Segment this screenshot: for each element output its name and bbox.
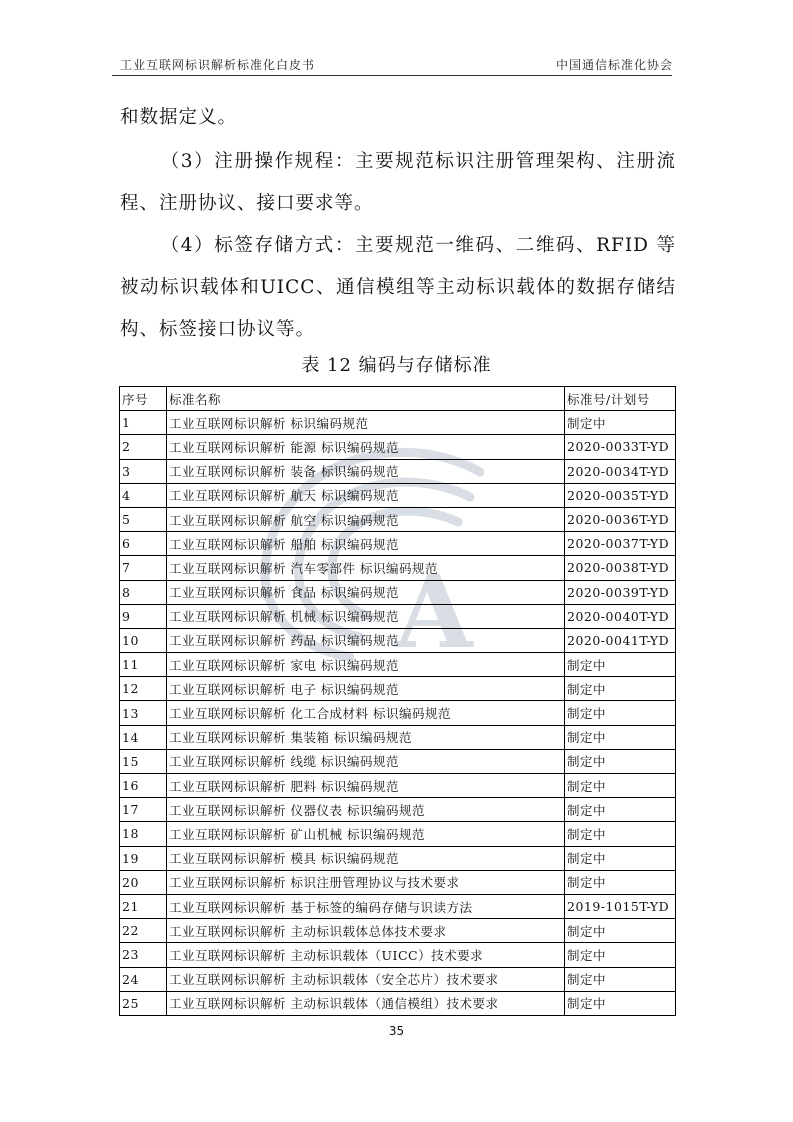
row-index: 14: [120, 725, 167, 749]
table-row: [120, 628, 676, 652]
row-index: 5: [120, 507, 167, 531]
row-index: 22: [120, 919, 167, 943]
standard-name: 工业互联网标识解析 仪器仪表 标识编码规范: [167, 798, 565, 822]
table-row: [120, 653, 676, 677]
standard-code: 制定中: [565, 967, 676, 991]
standard-code: 制定中: [565, 870, 676, 894]
table-row: [120, 919, 676, 943]
paragraph-tag-storage: （4）标签存储方式：主要规范一维码、二维码、RFID 等被动标识载体和UICC、通信模组等主动标识载体的数据存储结构、标签接口协议等。: [120, 235, 676, 340]
col-header-index: 序号: [120, 387, 167, 411]
table-row: [120, 798, 676, 822]
standard-code: 制定中: [565, 846, 676, 870]
col-header-name: 标准名称: [167, 387, 565, 411]
standard-name: 工业互联网标识解析 肥料 标识编码规范: [167, 774, 565, 798]
standard-name: 工业互联网标识解析 食品 标识编码规范: [167, 580, 565, 604]
header-divider: [112, 75, 672, 76]
table-row: [120, 459, 676, 483]
standard-name: 工业互联网标识解析 主动标识载体（安全芯片）技术要求: [167, 967, 565, 991]
row-index: 4: [120, 483, 167, 507]
standard-code: 2020-0035T-YD: [565, 483, 676, 507]
standard-code: 2020-0036T-YD: [565, 507, 676, 531]
standard-name: 工业互联网标识解析 装备 标识编码规范: [167, 459, 565, 483]
col-header-code: 标准号/计划号: [565, 387, 676, 411]
standard-name: 工业互联网标识解析 主动标识载体（UICC）技术要求: [167, 943, 565, 967]
standard-code: 2020-0034T-YD: [565, 459, 676, 483]
row-index: 2: [120, 435, 167, 459]
table-row: [120, 846, 676, 870]
table-row: [120, 604, 676, 628]
standard-code: 制定中: [565, 701, 676, 725]
row-index: 1: [120, 411, 167, 435]
standard-name: 工业互联网标识解析 矿山机械 标识编码规范: [167, 822, 565, 846]
standard-code: 制定中: [565, 411, 676, 435]
standard-name: 工业互联网标识解析 模具 标识编码规范: [167, 846, 565, 870]
row-index: 25: [120, 991, 167, 1015]
standard-code: 制定中: [565, 919, 676, 943]
table-row: [120, 507, 676, 531]
standard-code: 2020-0038T-YD: [565, 556, 676, 580]
table-row: [120, 774, 676, 798]
running-header-title: 工业互联网标识解析标准化白皮书: [120, 58, 316, 72]
standard-code: 制定中: [565, 798, 676, 822]
table-row: [120, 556, 676, 580]
standard-name: 工业互联网标识解析 药品 标识编码规范: [167, 628, 565, 652]
standard-name: 工业互联网标识解析 家电 标识编码规范: [167, 653, 565, 677]
standard-code: 制定中: [565, 774, 676, 798]
row-index: 8: [120, 580, 167, 604]
standard-name: 工业互联网标识解析 船舶 标识编码规范: [167, 532, 565, 556]
row-index: 7: [120, 556, 167, 580]
table-row: [120, 894, 676, 918]
paragraph-continuation: 和数据定义。: [120, 107, 238, 128]
standard-name: 工业互联网标识解析 标识注册管理协议与技术要求: [167, 870, 565, 894]
table-row: [120, 725, 676, 749]
standard-code: 制定中: [565, 943, 676, 967]
row-index: 10: [120, 628, 167, 652]
standard-name: 工业互联网标识解析 主动标识载体总体技术要求: [167, 919, 565, 943]
table-header-row: [120, 387, 676, 411]
row-index: 12: [120, 677, 167, 701]
table-row: [120, 435, 676, 459]
standard-code: 制定中: [565, 822, 676, 846]
row-index: 11: [120, 653, 167, 677]
standard-code: 2019-1015T-YD: [565, 894, 676, 918]
table-row: [120, 967, 676, 991]
standard-name: 工业互联网标识解析 汽车零部件 标识编码规范: [167, 556, 565, 580]
standard-name: 工业互联网标识解析 机械 标识编码规范: [167, 604, 565, 628]
row-index: 24: [120, 967, 167, 991]
standard-name: 工业互联网标识解析 航天 标识编码规范: [167, 483, 565, 507]
table-caption: 表 12 编码与存储标准: [301, 355, 492, 376]
row-index: 15: [120, 749, 167, 773]
encoding-storage-standards-table: [119, 386, 676, 1016]
table-row: [120, 580, 676, 604]
standard-name: 工业互联网标识解析 基于标签的编码存储与识读方法: [167, 894, 565, 918]
standard-code: 制定中: [565, 653, 676, 677]
table-row: [120, 991, 676, 1015]
standard-name: 工业互联网标识解析 电子 标识编码规范: [167, 677, 565, 701]
paragraph-registration-rules: （3）注册操作规程：主要规范标识注册管理架构、注册流程、注册协议、接口要求等。: [120, 151, 676, 214]
table-row: [120, 483, 676, 507]
standard-code: 制定中: [565, 991, 676, 1015]
standard-name: 工业互联网标识解析 标识编码规范: [167, 411, 565, 435]
standard-code: 2020-0037T-YD: [565, 532, 676, 556]
row-index: 13: [120, 701, 167, 725]
page-number: 35: [388, 1024, 405, 1038]
standard-name: 工业互联网标识解析 主动标识载体（通信模组）技术要求: [167, 991, 565, 1015]
row-index: 6: [120, 532, 167, 556]
row-index: 21: [120, 894, 167, 918]
standard-name: 工业互联网标识解析 化工合成材料 标识编码规范: [167, 701, 565, 725]
table-row: [120, 822, 676, 846]
standard-name: 工业互联网标识解析 航空 标识编码规范: [167, 507, 565, 531]
standard-code: 2020-0039T-YD: [565, 580, 676, 604]
standard-name: 工业互联网标识解析 集装箱 标识编码规范: [167, 725, 565, 749]
table-row: [120, 749, 676, 773]
standard-code: 2020-0040T-YD: [565, 604, 676, 628]
table-row: [120, 532, 676, 556]
row-index: 9: [120, 604, 167, 628]
row-index: 23: [120, 943, 167, 967]
row-index: 17: [120, 798, 167, 822]
row-index: 16: [120, 774, 167, 798]
standard-code: 制定中: [565, 725, 676, 749]
row-index: 3: [120, 459, 167, 483]
row-index: 18: [120, 822, 167, 846]
standard-name: 工业互联网标识解析 能源 标识编码规范: [167, 435, 565, 459]
table-row: [120, 870, 676, 894]
running-header-org: 中国通信标准化协会: [555, 58, 673, 72]
standard-code: 制定中: [565, 677, 676, 701]
table-row: [120, 943, 676, 967]
row-index: 19: [120, 846, 167, 870]
standard-code: 2020-0041T-YD: [565, 628, 676, 652]
table-row: [120, 677, 676, 701]
table-row: [120, 411, 676, 435]
table-row: [120, 701, 676, 725]
standard-code: 制定中: [565, 749, 676, 773]
row-index: 20: [120, 870, 167, 894]
watermark-letter-a: A: [395, 553, 473, 671]
standard-name: 工业互联网标识解析 线缆 标识编码规范: [167, 749, 565, 773]
standard-code: 2020-0033T-YD: [565, 435, 676, 459]
